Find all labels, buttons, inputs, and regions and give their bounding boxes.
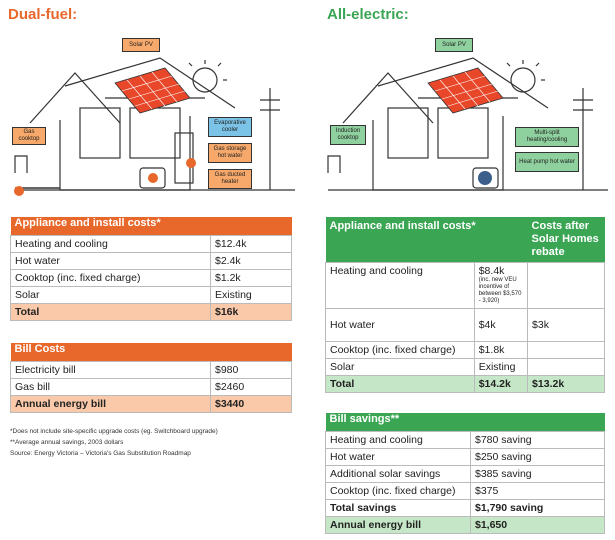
table-total-row: Total $14.2k $13.2k <box>326 375 605 392</box>
table-row: Additional solar savings $385 saving <box>326 465 605 482</box>
gas-hot-water-callout: Gas storage hot water <box>208 143 252 163</box>
solar-pv-callout: Solar PV <box>122 38 160 52</box>
table-row: Electricity bill $980 <box>11 361 292 378</box>
table-row: Total savings $1,790 saving <box>326 499 605 516</box>
table-row: Solar Existing <box>11 286 292 303</box>
rebate-column-title: Costs after Solar Homes rebate <box>528 217 605 262</box>
solar-pv-callout: Solar PV <box>435 38 473 52</box>
all-electric-house-illustration <box>318 28 613 203</box>
table-row: Hot water $250 saving <box>326 448 605 465</box>
all-electric-install-table <box>325 217 605 393</box>
induction-cooktop-callout: Induction cooktop <box>330 125 366 145</box>
table-row: Solar Existing <box>326 358 605 375</box>
table-total-row: Total $16k <box>11 303 292 320</box>
table-row: Gas bill $2460 <box>11 378 292 395</box>
gas-cooktop-callout: Gas cooktop <box>12 127 46 145</box>
multi-split-callout: Multi-split heating/cooling <box>515 127 579 147</box>
table-total-row: Annual energy bill $1,650 <box>326 516 605 533</box>
table-title: Appliance and install costs* <box>11 217 292 235</box>
all-electric-savings-table <box>325 413 605 534</box>
table-row: Cooktop (inc. fixed charge) $1.2k <box>11 269 292 286</box>
table-row: Hot water $4k $3k <box>326 308 605 341</box>
heat-pump-callout: Heat pump hot water <box>515 152 579 172</box>
dual-fuel-install-table <box>10 217 292 321</box>
evaporative-cooler-callout: Evaporative cooler <box>208 117 252 137</box>
table-title: Bill savings** <box>326 413 605 431</box>
table-row: Heating and cooling $780 saving <box>326 431 605 448</box>
table-row: Cooktop (inc. fixed charge) $375 <box>326 482 605 499</box>
table-row: Cooktop (inc. fixed charge) $1.8k <box>326 341 605 358</box>
gas-heater-callout: Gas ducted heater <box>208 169 252 189</box>
solar-panel-array <box>428 68 503 113</box>
veu-incentive-note: (inc. new VEU incentive of between $3,570 - 3,920) <box>478 276 522 304</box>
table-row: Heating and cooling $8.4k (inc. new VEU incentive of between $3,570 - 3,920) <box>326 262 605 308</box>
table-row: Heating and cooling $12.4k <box>11 235 292 252</box>
dual-fuel-house-illustration <box>5 28 300 203</box>
dual-fuel-bill-table <box>10 343 292 413</box>
flame-icon <box>186 158 196 168</box>
all-electric-heading: All-electric: <box>327 6 409 23</box>
footnotes: *Does not include site-specific upgrade costs (eg. Switchboard upgrade) **Average annual savings, 2003 dollars Source: Energy Victoria – Victoria's Gas Substitution Roadmap <box>10 428 218 457</box>
table-title: Appliance and install costs* <box>326 217 528 262</box>
solar-panel-array <box>115 68 190 113</box>
heat-pump-fan-icon <box>478 171 492 185</box>
table-total-row: Annual energy bill $3440 <box>11 395 292 412</box>
table-row: Hot water $2.4k <box>11 252 292 269</box>
dual-fuel-heading: Dual-fuel: <box>8 6 78 23</box>
gas-meter-icon <box>14 186 24 196</box>
table-title: Bill Costs <box>11 343 292 361</box>
flame-icon <box>148 173 158 183</box>
